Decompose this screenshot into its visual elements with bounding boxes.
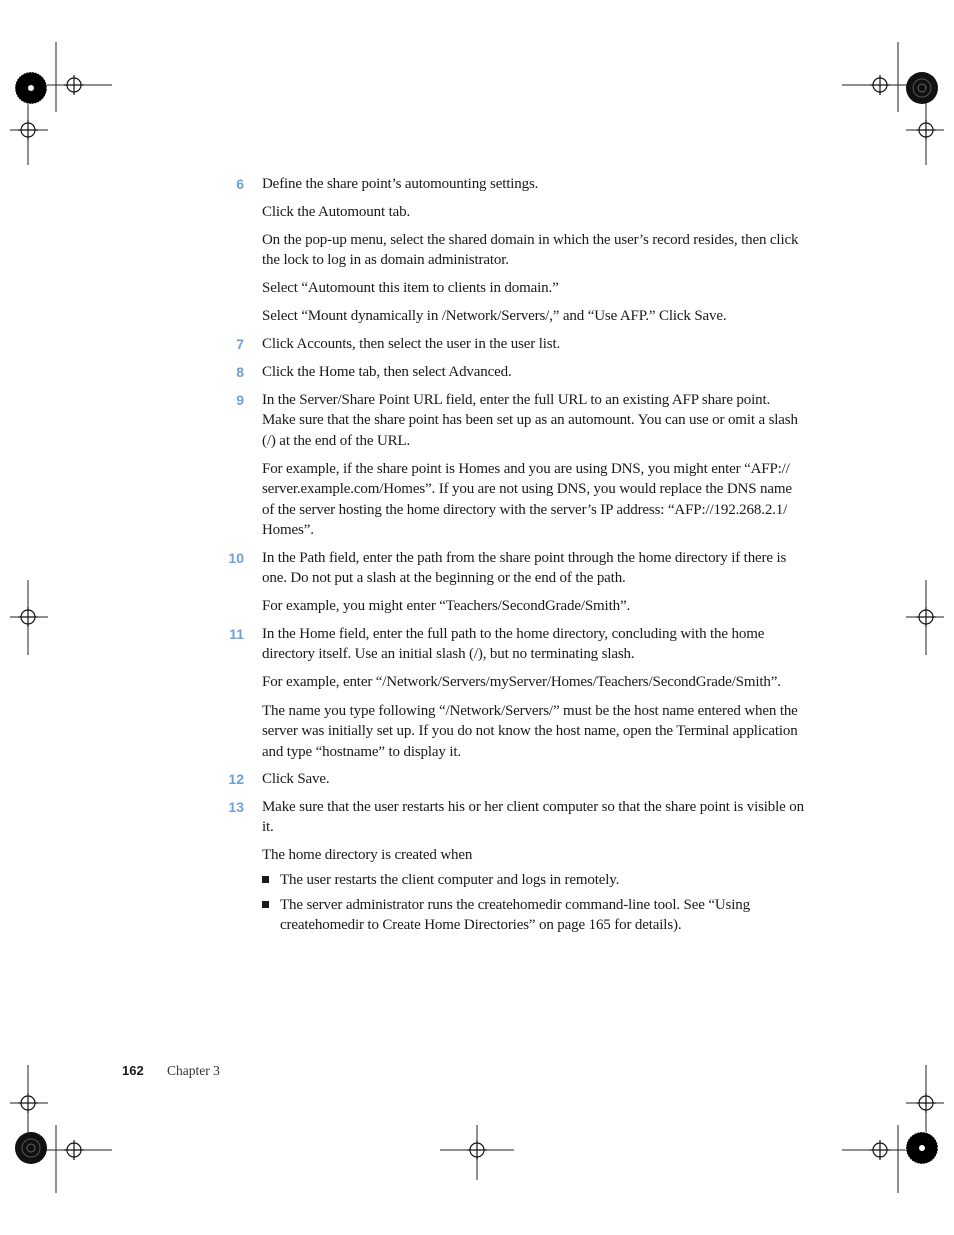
bullet-text: The user restarts the client computer and logs in remotely. <box>280 872 620 888</box>
step-text: In the Home field, enter the full path to the home directory, concluding with the home directory itself. Use an initial slash (/), but no terminating slash. <box>262 626 765 663</box>
dark-circle-icon <box>15 1132 47 1164</box>
step-text: Select “Automount this item to clients in domain.” <box>262 280 559 296</box>
crosshair-icon <box>467 1140 487 1160</box>
step-text: In the Server/Share Point URL field, enter the full URL to an existing AFP share point. Make sure that the share point has been set up as an automount. You can use or omit a slash (/) at the end of the URL. <box>262 392 798 449</box>
starburst-icon <box>906 1132 938 1164</box>
step-text: Define the share point’s automounting settings. <box>262 176 539 192</box>
chapter-label: Chapter 3 <box>167 1063 220 1078</box>
step-number: 12 <box>228 771 244 787</box>
dark-circle-icon <box>906 72 938 104</box>
step-number: 7 <box>236 336 244 352</box>
step-text: Click Accounts, then select the user in the user list. <box>262 336 561 352</box>
crosshair-icon <box>64 75 84 95</box>
step-number: 6 <box>236 176 244 192</box>
step-text: Make sure that the user restarts his or her client computer so that the share point is visible on it. <box>262 799 804 836</box>
step-text: The name you type following “/Network/Servers/” must be the host name entered when the server was initially set up. If you do not know the host name, open the Terminal application and type “hostname” to display it. <box>262 703 798 760</box>
step-text: On the pop-up menu, select the shared domain in which the user’s record resides, then click the lock to log in as domain administrator. <box>262 232 799 269</box>
crosshair-icon <box>916 120 936 140</box>
step-text: Click Save. <box>262 771 330 787</box>
crosshair-icon <box>18 120 38 140</box>
crosshair-icon <box>870 75 890 95</box>
bullet-icon <box>262 895 272 905</box>
step-number: 13 <box>228 799 244 815</box>
list-item <box>0 870 954 894</box>
step-text: For example, if the share point is Homes and you are using DNS, you might enter “AFP:// server.example.com/Homes”. If you are not using DNS, you would replace the DNS name of the server hosting the home directory with the server’s IP address: “AFP://192.268.2.1/ Homes”. <box>262 461 792 538</box>
step-text: The home directory is created when <box>262 847 473 863</box>
page-number: 162 <box>122 1063 144 1078</box>
starburst-icon <box>15 72 47 104</box>
step-number: 10 <box>228 550 244 566</box>
step-text: In the Path field, enter the path from the share point through the home directory if there is one. Do not put a slash at the beginning or the end of the path. <box>262 550 787 587</box>
crosshair-icon <box>18 1093 38 1113</box>
list-item <box>0 895 954 939</box>
crosshair-icon <box>916 1093 936 1113</box>
crosshair-icon <box>916 607 936 627</box>
step-text: For example, enter “/Network/Servers/myServer/Homes/Teachers/SecondGrade/Smith”. <box>262 674 781 690</box>
bullet-text: The server administrator runs the createhomedir command-line tool. See “Using createhomedir to Create Home Directories” on page 165 for details). <box>280 897 750 934</box>
step-text: Click the Home tab, then select Advanced. <box>262 364 512 380</box>
bullet-icon <box>262 870 272 880</box>
crosshair-icon <box>18 607 38 627</box>
step-number: 8 <box>236 364 244 380</box>
step-text: For example, you might enter “Teachers/SecondGrade/Smith”. <box>262 598 631 614</box>
step-number: 9 <box>236 392 244 408</box>
crosshair-icon <box>64 1140 84 1160</box>
step-number: 11 <box>229 626 244 642</box>
step-text: Click the Automount tab. <box>262 204 411 220</box>
step-text: Select “Mount dynamically in /Network/Servers/,” and “Use AFP.” Click Save. <box>262 308 727 324</box>
crosshair-icon <box>870 1140 890 1160</box>
